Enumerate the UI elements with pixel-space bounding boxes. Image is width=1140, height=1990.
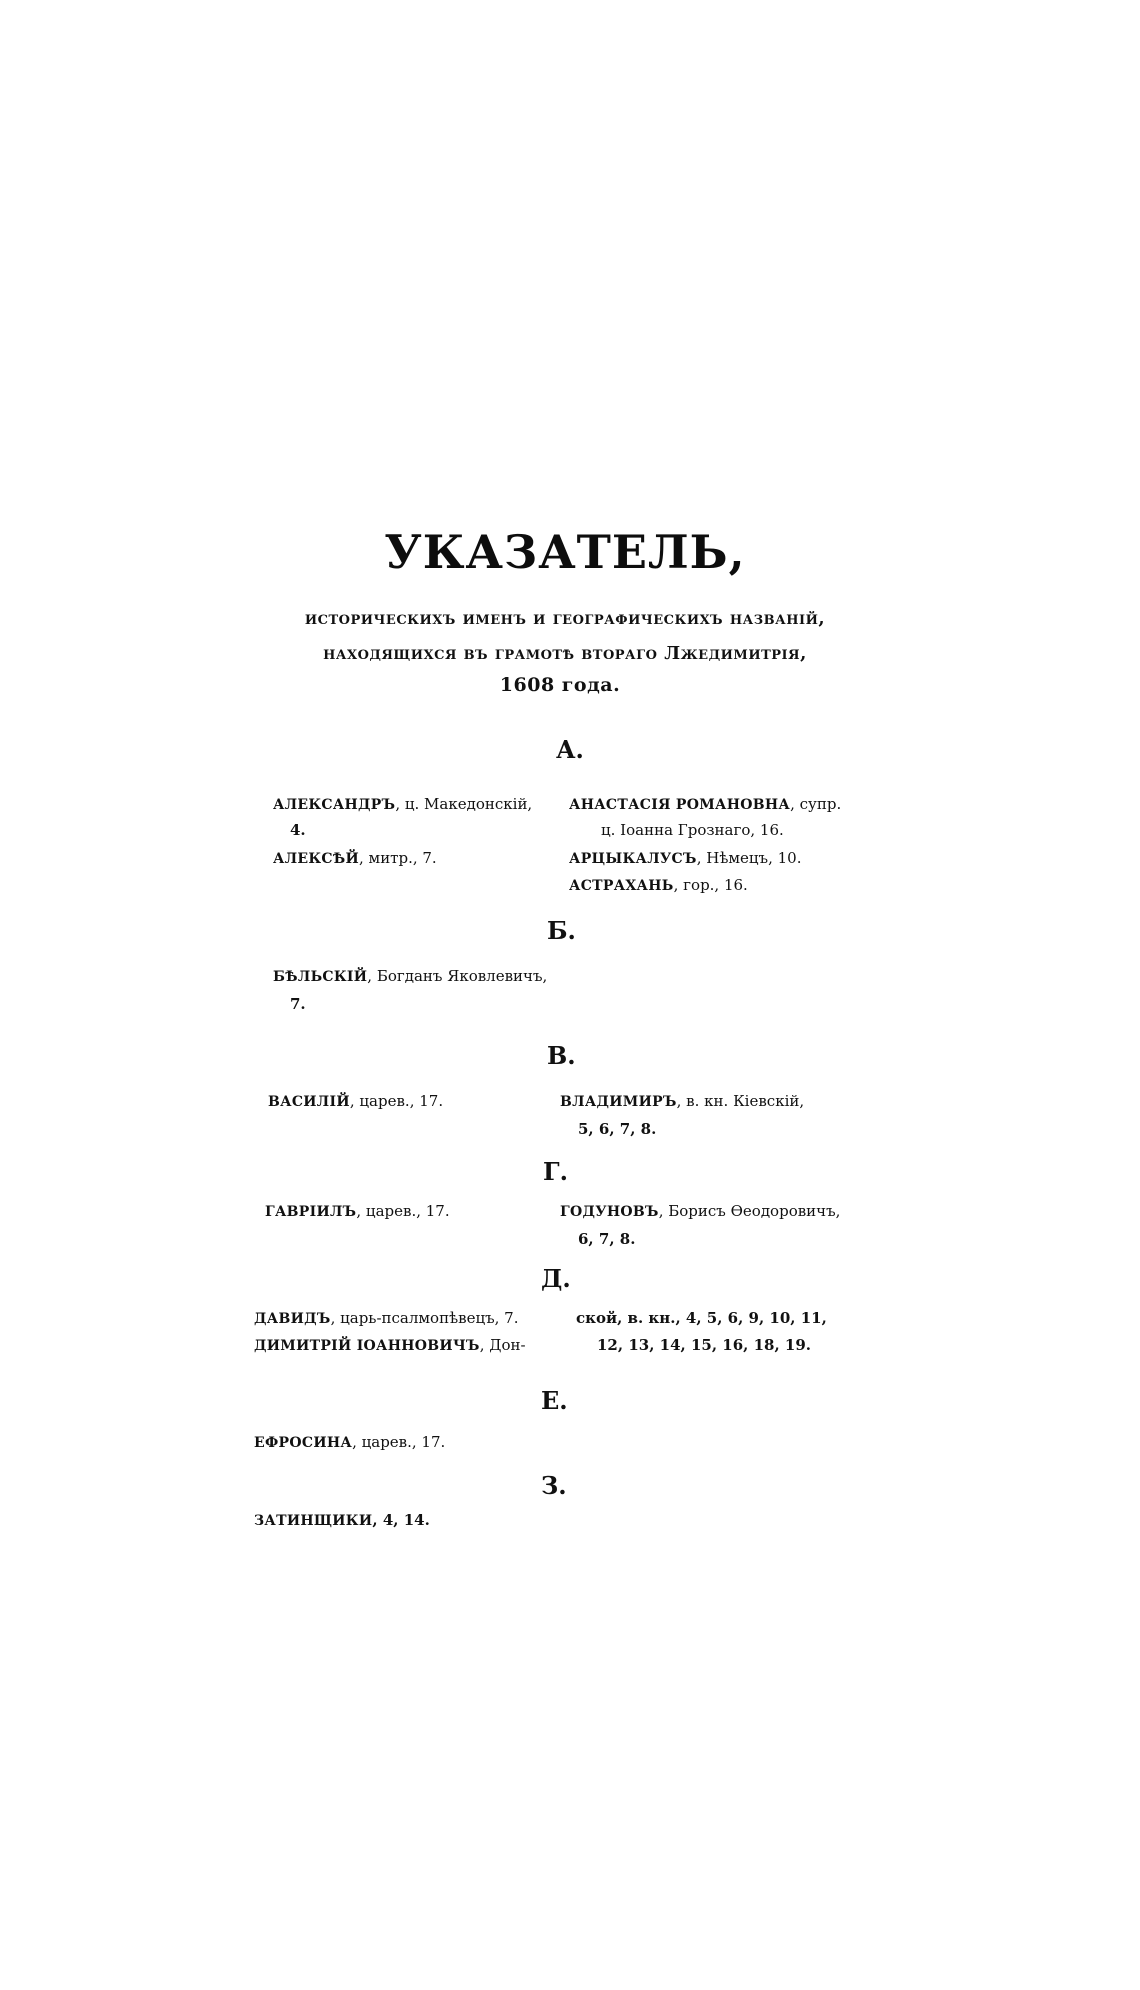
index-entry [560, 1092, 804, 1110]
entry-text: , Нѣмецъ, 10. [696, 849, 802, 867]
entry-name: ЗАТИНЩИКИ [254, 1513, 373, 1529]
entry-text: 12, 13, 14, 15, 16, 18, 19. [597, 1336, 812, 1354]
section-letter-v: В. [547, 1041, 576, 1070]
index-entry [569, 876, 748, 894]
entry-text: , Борисъ Ѳеодоровичъ, [658, 1202, 841, 1220]
entry-text: ской, в. кн., 4, 5, 6, 9, 10, 11, [576, 1309, 827, 1327]
subtitle-line-2: находящихся въ грамотѣ втораго Лжедимитрія, [323, 643, 807, 664]
entry-name: БѢЛЬСКІЙ [273, 969, 368, 985]
entry-name: ВЛАДИМИРЪ [560, 1094, 677, 1110]
entry-text: , митр., 7. [358, 849, 437, 867]
entry-text: , ц. Македонскій, [395, 795, 533, 813]
index-entry [273, 849, 437, 867]
entry-text: , в. кн. Кіевскій, [676, 1092, 805, 1110]
index-entry [560, 1202, 840, 1220]
section-letter-b: Б. [547, 916, 576, 945]
entry-name: АРЦЫКАЛУСЪ [569, 851, 697, 867]
entry-text: , царев., 17. [349, 1092, 444, 1110]
index-entry [290, 995, 306, 1013]
index-entry [268, 1092, 443, 1110]
entry-text: , гор., 16. [673, 876, 748, 894]
index-entry [569, 795, 841, 813]
entry-name: ГОДУНОВЪ [560, 1204, 659, 1220]
index-entry [290, 821, 306, 839]
entry-name: ДАВИДЪ [254, 1311, 331, 1327]
entry-name: ДИМИТРІЙ ІОАННОВИЧЪ [254, 1338, 480, 1354]
index-entry [578, 1230, 635, 1248]
subtitle-line-1: историческихъ именъ и географическихъ названій, [304, 608, 826, 629]
entry-text: , Богданъ Яковлевичъ, [367, 967, 548, 985]
entry-name: ВАСИЛІЙ [268, 1094, 350, 1110]
subtitle-year: 1608 года. [499, 674, 621, 696]
entry-name: АСТРАХАНЬ [569, 878, 674, 894]
entry-name: АЛЕКСѢЙ [273, 851, 359, 867]
section-letter-g: Г. [543, 1157, 568, 1186]
index-entry [254, 1511, 430, 1529]
entry-text: 7. [290, 995, 306, 1013]
index-entry [273, 795, 532, 813]
section-letter-d: Д. [541, 1264, 571, 1293]
index-entry [597, 1336, 811, 1354]
entry-text: , царев., 17. [352, 1433, 446, 1451]
entry-text: 5, 6, 7, 8. [578, 1120, 657, 1138]
index-entry [254, 1309, 519, 1327]
page-title: УКАЗАТЕЛЬ, [384, 525, 746, 579]
entry-text: , супр. [790, 795, 842, 813]
section-letter-z: З. [541, 1471, 567, 1500]
index-entry [254, 1336, 526, 1354]
entry-text: 6, 7, 8. [578, 1230, 636, 1248]
index-entry [265, 1202, 450, 1220]
index-entry [576, 1309, 827, 1327]
entry-name: АНАСТАСІЯ РОМАНОВНА [569, 797, 791, 813]
index-entry [569, 849, 802, 867]
index-entry [578, 1120, 656, 1138]
section-letter-e: Е. [541, 1386, 568, 1415]
index-entry [273, 967, 547, 985]
entry-text: , 4, 14. [372, 1511, 430, 1529]
entry-text: ц. Іоанна Грознаго, 16. [601, 821, 784, 839]
entry-name: ЕФРОСИНА [254, 1435, 353, 1451]
entry-name: ГАВРІИЛЪ [265, 1204, 357, 1220]
index-entry [601, 821, 784, 839]
entry-text: 4. [290, 821, 306, 839]
entry-text: , Дон- [479, 1336, 526, 1354]
entry-text: , царев., 17. [356, 1202, 450, 1220]
index-entry [254, 1433, 445, 1451]
section-letter-a: А. [556, 735, 584, 764]
entry-text: , царь-псалмопѣвецъ, 7. [330, 1309, 519, 1327]
entry-name: АЛЕКСАНДРЪ [273, 797, 396, 813]
